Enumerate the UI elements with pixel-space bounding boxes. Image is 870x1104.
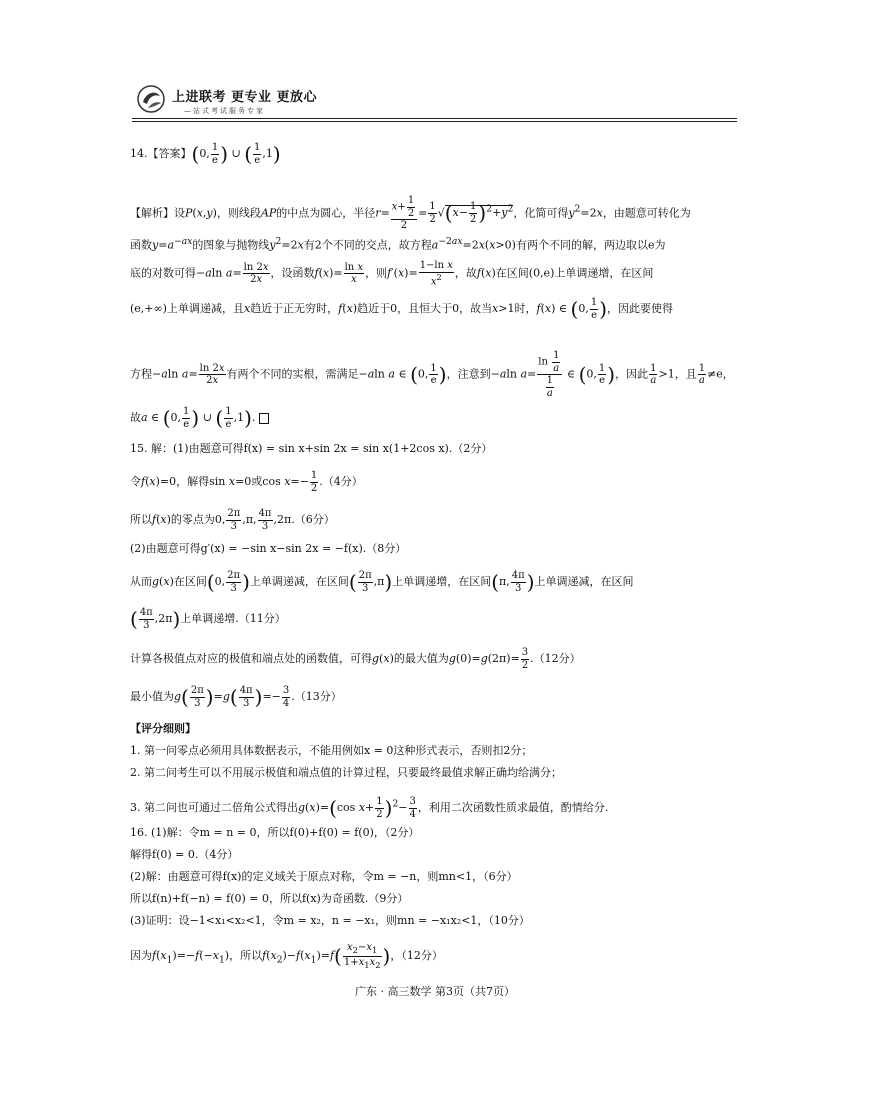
q16-line-1: 16. (1)解：令m = n = 0，所以f(0)+f(0) = f(0)，（2分）: [130, 826, 420, 839]
brand-slogan: 上进联考 更专业 更放心: [172, 90, 318, 105]
q15-line-8: 最小值为g( $\frac{2\pi}{3}$ )=g( $\frac{4\pi}{3}$ )=− $\frac{3}{4}$ .（13分）: [130, 685, 342, 709]
rubric-title: 【评分细则】: [130, 722, 196, 735]
q15-line-3: 所以f(x)的零点为0, $\frac{2\pi}{3}$ ,π, $\frac{4\pi}{3}$ ,2π.（6分）: [130, 508, 335, 532]
q15-line-2: 令f(x)=0，解得sin x=0或cos x=− $\frac{1}{2}$ .（4分）: [130, 470, 363, 494]
q14-analysis-line-5: 方程−aln a= $\frac{\ln 2x}{2x}$ 有两个不同的实根，需满足−aln a ∈ (0, $\frac{1}{e}$ )，注意到−aln a= ln $\frac{1}{a}$ $\frac{1}{a}$ ∈ (0, $\frac{1}{e}$ )，因此 $\frac{1}{a}$ >1，且 $\frac{1}{a}$ ≠e，: [130, 350, 734, 399]
rubric-item-2: 2. 第二问考生可以不用展示极值和端点值的计算过程，只要最终最值求解正确均给满分；: [130, 766, 562, 779]
rubric-item-1: 1. 第一问零点必须用具体数据表示，不能用例如x = 0这种形式表示，否则扣2分；: [130, 744, 533, 757]
page-footer: 广东 · 高三数学 第3页（共7页）: [355, 985, 515, 998]
q16-line-4: 所以f(n)+f(−n) = f(0) = 0，所以f(x)为奇函数.（9分）: [130, 892, 409, 905]
brand-logo-icon: [136, 84, 166, 114]
q14-answer: 14.【答案】(0, $\frac{1}{e}$ ) ∪ ( $\frac{1}{e}$ ,1): [130, 142, 281, 166]
q16-line-6: 因为$f(x_1)=-f(-x_1)$，所以$f(x_2)-f(x_1)=f$( $\frac{x_2-x_1}{1+x_1x_2}$ )，（12分）: [130, 942, 443, 970]
q14-analysis-line-3: 底的对数可得−aln a= $\frac{\ln 2x}{2x}$ ，设函数f(x)= $\frac{\text{ln x}}{x}$ ，则f′(x)= $\frac{\text{1−ln x}}{x^2}$ ，故f(x)在区间(0,e)上单调递增，在区间: [130, 260, 654, 287]
q16-line-5: (3)证明：设−1<x₁<x₂<1，令m = x₂，n = −x₁，则mn = −x₁x₂<1，（10分）: [130, 914, 530, 927]
q15-line-1: 15. 解：(1)由题意可得f(x) = sin x+sin 2x = sin x(1+2cos x).（2分）: [130, 442, 493, 455]
q15-line-5: 从而g(x)在区间(0, $\frac{2\pi}{3}$ )上单调递减，在区间( $\frac{2\pi}{3}$ ,π)上单调递增，在区间(π, $\frac{4\pi}{3}$ )上单调递减，在区间: [130, 570, 634, 594]
q15-line-7: 计算各极值点对应的极值和端点处的函数值，可得g(x)的最大值为g(0)=g(2π)= $\frac{3}{2}$ .（12分）: [130, 647, 581, 671]
end-mark-icon: [259, 413, 269, 424]
header-rule-thin: [132, 121, 737, 122]
rubric-item-3: 3. 第二问也可通过二倍角公式得出g(x)=(cos x+ $\frac{1}{2}$ )$^2$− $\frac{3}{4}$ ，利用二次函数性质求最值，酌情给分.: [130, 796, 609, 820]
brand-tagline: —站式考试服务专家: [184, 107, 265, 115]
header-rule: [132, 118, 737, 119]
q14-analysis-line-6: 故a ∈ (0, $\frac{1}{e}$ ) ∪ ( $\frac{1}{e}$ ,1).: [130, 406, 269, 430]
q15-line-6: ( $\frac{4\pi}{3}$ ,2π)上单调递增.（11分）: [130, 607, 286, 631]
q15-line-4: (2)由题意可得g′(x) = −sin x−sin 2x = −f(x).（8分）: [130, 542, 407, 555]
page-header: [132, 84, 737, 124]
q16-line-3: (2)解：由题意可得f(x)的定义域关于原点对称，令m = −n，则mn<1，（6分）: [130, 870, 518, 883]
q16-line-2: 解得f(0) = 0.（4分）: [130, 848, 239, 861]
q14-analysis-line-1: 【解析】设P(x,y)，则线段AP的中点为圆心，半径r= x+ $\frac{1}{2}$ 2 = $\frac{1}{2}$ √(x− $\frac{1}{2}$ )$^2+y^2$，化简可得$y^2=2x$，由题意可转化为: [130, 195, 691, 231]
q14-analysis-line-2: 函数$y=a^{-ax}$的图象与抛物线$y^2=2x$有2个不同的交点，故方程$a^{-2ax}=2x(x>0)$有两个不同的解，两边取以e为: [130, 236, 666, 252]
q14-analysis-line-4: (e,+∞)上单调递减，且x趋近于正无穷时，f(x)趋近于0，且恒大于0，故当x>1时，f(x) ∈ (0, $\frac{1}{e}$ )，因此要使得: [130, 297, 674, 321]
